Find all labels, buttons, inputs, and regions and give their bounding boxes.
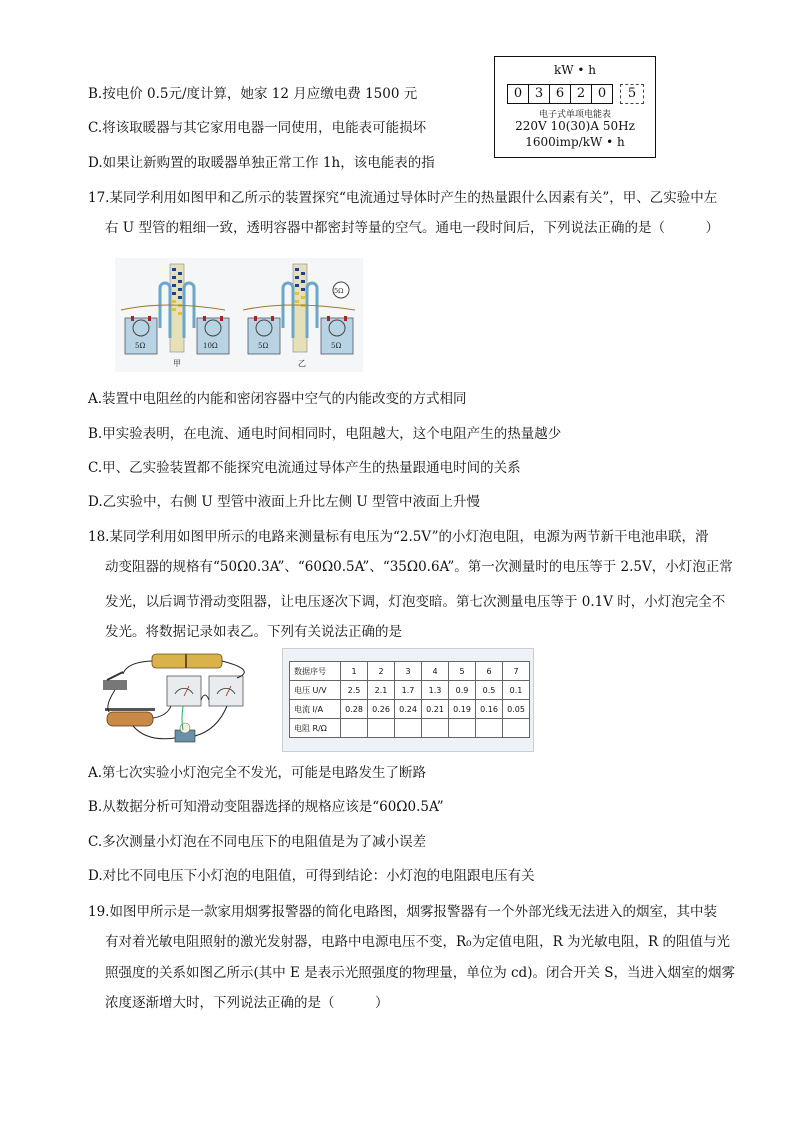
q18-option-c: C.多次测量小灯泡在不同电压下的电阻值是为了减小误差 xyxy=(88,834,427,850)
meter-imp: 1600imp/kW • h xyxy=(525,135,625,149)
meter-digit: 6 xyxy=(549,84,571,104)
q16-option-d: D.如果让新购置的取暖器单独正常工作 1h，该电能表的指 xyxy=(88,155,435,171)
table-cell: 0.21 xyxy=(422,700,449,719)
table-cell: 0.9 xyxy=(449,681,476,700)
electric-meter-figure xyxy=(494,56,656,158)
q17-stem-line1: 17.某同学利用如图甲和乙所示的装置探究“电流通过导体时产生的热量跟什么因素有关”，甲、乙实验中左 xyxy=(88,190,718,206)
table-cell: 0.05 xyxy=(503,700,530,719)
table-cell: 0.28 xyxy=(341,700,368,719)
table-cell: 0.19 xyxy=(449,700,476,719)
meter-spec: 220V 10(30)A 50Hz xyxy=(515,119,635,133)
table-cell xyxy=(476,719,503,738)
q16-option-b: B.按电价 0.5元/度计算，她家 12 月应缴电费 1500 元 xyxy=(88,86,418,102)
meter-digit: 0 xyxy=(507,84,529,104)
q19-stem-line4: 浓度逐渐增大时，下列说法正确的是（ ） xyxy=(105,995,389,1011)
table-header-cell: 电压 U/V xyxy=(290,681,341,700)
table-header-cell: 电阻 R/Ω xyxy=(290,719,341,738)
table-cell: 1.3 xyxy=(422,681,449,700)
meter-digit: 3 xyxy=(528,84,550,104)
q18-stem-line1: 18.某同学利用如图甲所示的电路来测量标有电压为“2.5V”的小灯泡电阻，电源为两节新干电池串联，滑 xyxy=(88,529,709,545)
q17-stem-line2: 右 U 型管的粗细一致，透明容器中都密封等量的空气。通电一段时间后，下列说法正确的是（ ） xyxy=(105,220,719,236)
q18-option-b: B.从数据分析可知滑动变阻器选择的规格应该是“60Ω0.5A” xyxy=(88,799,444,815)
table-cell: 1.7 xyxy=(395,681,422,700)
table-cell: 6 xyxy=(476,662,503,681)
q17-option-a: A.装置中电阻丝的内能和密闭容器中空气的内能改变的方式相同 xyxy=(88,391,467,407)
data-table-yi xyxy=(282,648,534,752)
resistor-label: 5Ω xyxy=(135,342,146,350)
circuit-photo-figure xyxy=(97,650,267,748)
q18-stem-line2: 动变阻器的规格有“50Ω0.3A”、“60Ω0.5A”、“35Ω0.6A”。第一次测量时的电压等于 2.5V，小灯泡正常 xyxy=(105,559,733,575)
resistor-label: 5Ω xyxy=(334,287,344,295)
figure-label-jia: 甲 xyxy=(173,359,181,368)
q17-option-d: D.乙实验中，右侧 U 型管中液面上升比左侧 U 型管中液面上升慢 xyxy=(88,494,481,510)
table-cell: 7 xyxy=(503,662,530,681)
table-cell: 2 xyxy=(368,662,395,681)
table-cell: 0.26 xyxy=(368,700,395,719)
table-cell: 0.5 xyxy=(476,681,503,700)
q19-stem-line1: 19.如图甲所示是一款家用烟雾报警器的简化电路图，烟雾报警器有一个外部光线无法进入的烟室，其中装 xyxy=(88,904,717,920)
meter-digits xyxy=(507,84,643,104)
resistor-label: 5Ω xyxy=(331,342,342,350)
q16-option-c: C.将该取暖器与其它家用电器一同使用，电能表可能损坏 xyxy=(88,120,427,136)
table-cell: 0.1 xyxy=(503,681,530,700)
table-header-cell: 数据序号 xyxy=(290,662,341,681)
resistor-label: 10Ω xyxy=(203,342,218,350)
q18-stem-line4: 发光。将数据记录如表乙。下列有关说法正确的是 xyxy=(105,624,402,640)
meter-name: 电子式单项电能表 xyxy=(538,110,611,120)
q19-stem-line2: 有对着光敏电阻照射的激光发射器，电路中电源电压不变，R₀为定值电阻，R 为光敏电阻，R 的阻值与光 xyxy=(105,934,730,950)
table-cell: 2.5 xyxy=(341,681,368,700)
table-cell: 5 xyxy=(449,662,476,681)
table-cell xyxy=(503,719,530,738)
table-header-cell: 电流 I/A xyxy=(290,700,341,719)
meter-decimal-digit: 5 xyxy=(620,84,644,104)
table-cell xyxy=(449,719,476,738)
table-cell xyxy=(368,719,395,738)
q18-option-a: A.第七次实验小灯泡完全不发光，可能是电路发生了断路 xyxy=(88,765,427,781)
q17-option-c: C.甲、乙实验装置都不能探究电流通过导体产生的热量跟通电时间的关系 xyxy=(88,460,521,476)
resistor-label: 5Ω xyxy=(258,342,269,350)
table-cell: 2.1 xyxy=(368,681,395,700)
table-row xyxy=(290,719,530,738)
table-cell: 3 xyxy=(395,662,422,681)
table-cell: 4 xyxy=(422,662,449,681)
table-cell: 0.24 xyxy=(395,700,422,719)
table-cell xyxy=(395,719,422,738)
meter-unit: kW • h xyxy=(553,63,597,77)
table-cell: 1 xyxy=(341,662,368,681)
table-cell xyxy=(341,719,368,738)
table-row xyxy=(290,681,530,700)
q17-option-b: B.甲实验表明，在电流、通电时间相同时，电阻越大，这个电阻产生的热量越少 xyxy=(88,426,562,442)
table-row xyxy=(290,700,530,719)
meter-digit: 0 xyxy=(591,84,613,104)
q19-stem-line3: 照强度的关系如图乙所示(其中 E 是表示光照强度的物理量，单位为 cd)。闭合开关 S，当进入烟室的烟雾 xyxy=(105,965,736,981)
table-cell: 0.16 xyxy=(476,700,503,719)
table-row xyxy=(290,662,530,681)
joule-heating-apparatus-figure xyxy=(115,258,363,372)
q18-option-d: D.对比不同电压下小灯泡的电阻值，可得到结论：小灯泡的电阻跟电压有关 xyxy=(88,868,535,884)
figure-label-yi: 乙 xyxy=(298,359,306,368)
meter-digit: 2 xyxy=(570,84,592,104)
table-cell xyxy=(422,719,449,738)
q18-stem-line3: 发光，以后调节滑动变阻器，让电压逐次下调，灯泡变暗。第七次测量电压等于 0.1V 时，小灯泡完全不 xyxy=(105,594,726,610)
